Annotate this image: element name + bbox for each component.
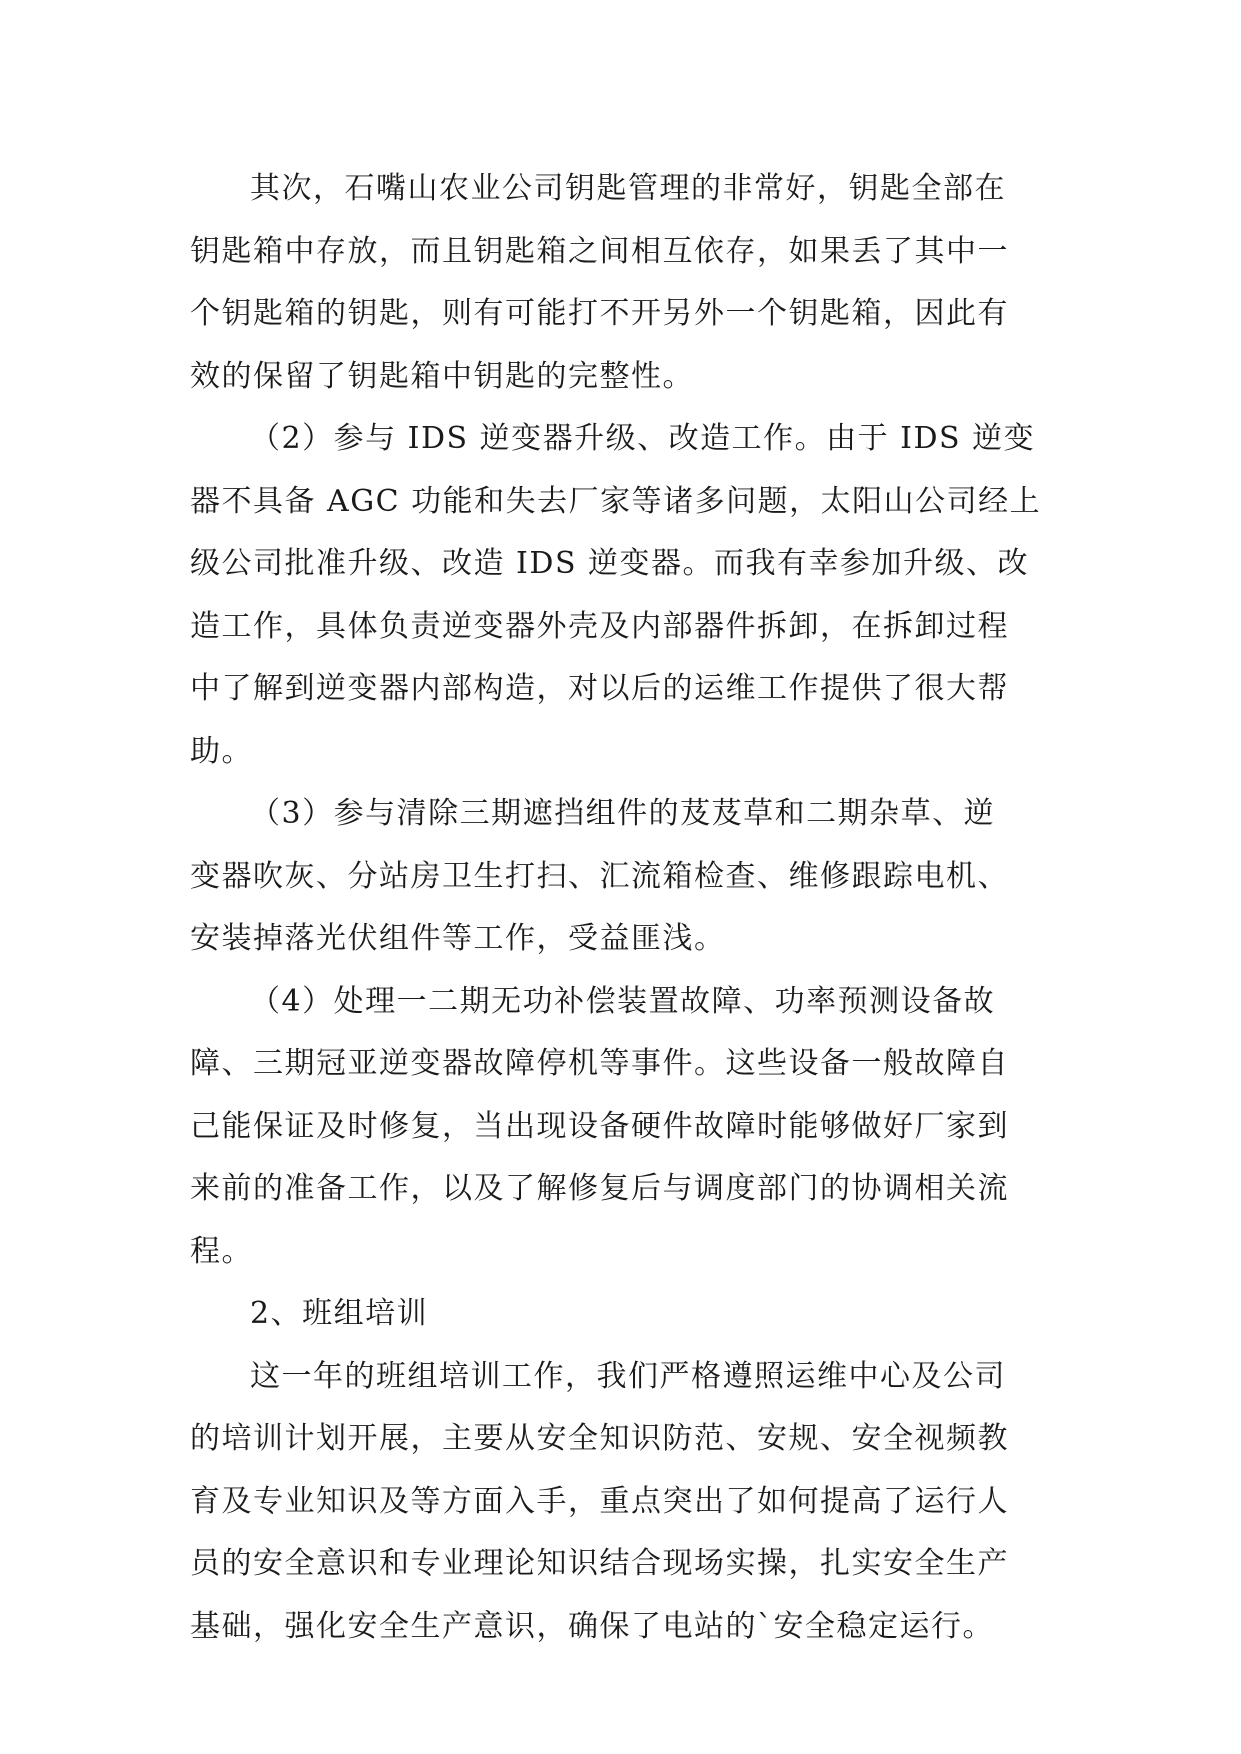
- text-line: 育及专业知识及等方面入手，重点突出了如何提高了运行人: [190, 1483, 1009, 1519]
- text-line: 造工作，具体负责逆变器外壳及内部器件拆卸，在拆卸过程: [190, 608, 1009, 644]
- text-line: 基础，强化安全生产意识，确保了电站的`安全稳定运行。: [190, 1608, 994, 1644]
- document-body: [190, 158, 1070, 1658]
- text-line: 己能保证及时修复，当出现设备硬件故障时能够做好厂家到: [190, 1108, 1009, 1144]
- text-line: 助。: [190, 733, 253, 769]
- text-line: 其次，石嘴山农业公司钥匙管理的非常好，钥匙全部在: [250, 171, 1006, 206]
- text-line: 器不具备 AGC 功能和失去厂家等诸多问题，太阳山公司经上: [190, 483, 1042, 519]
- text-line: 员的安全意识和专业理论知识结合现场实操，扎实安全生产: [190, 1546, 1009, 1581]
- text-line: 级公司批准升级、改造 IDS 逆变器。而我有幸参加升级、改: [190, 546, 1030, 581]
- text-line: 个钥匙箱的钥匙，则有可能打不开另外一个钥匙箱，因此有: [190, 296, 1009, 331]
- text-line: 效的保留了钥匙箱中钥匙的完整性。: [190, 358, 694, 394]
- text-line: 程。: [190, 1233, 253, 1269]
- text-line: （2）参与 IDS 逆变器升级、改造工作。由于 IDS 逆变: [250, 421, 1036, 456]
- text-line: 安装掉落光伏组件等工作，受益匪浅。: [190, 921, 726, 956]
- text-line: 变器吹灰、分站房卫生打扫、汇流箱检查、维修跟踪电机、: [190, 858, 1009, 894]
- section-heading: 2、班组培训: [250, 1296, 429, 1331]
- text-line: 钥匙箱中存放，而且钥匙箱之间相互依存，如果丢了其中一: [190, 233, 1009, 269]
- text-line: （3）参与清除三期遮挡组件的芨芨草和二期杂草、逆: [250, 796, 996, 831]
- text-line: 障、三期冠亚逆变器故障停机等事件。这些设备一般故障自: [190, 1046, 1009, 1081]
- text-line: 的培训计划开展，主要从安全知识防范、安规、安全视频教: [190, 1421, 1009, 1456]
- text-line: 来前的准备工作，以及了解修复后与调度部门的协调相关流: [190, 1171, 1009, 1206]
- text-line: （4）处理一二期无功补偿装置故障、功率预测设备故: [250, 983, 996, 1019]
- text-line: 中了解到逆变器内部构造，对以后的运维工作提供了很大帮: [190, 671, 1009, 706]
- text-line: 这一年的班组培训工作，我们严格遵照运维中心及公司: [250, 1358, 1006, 1394]
